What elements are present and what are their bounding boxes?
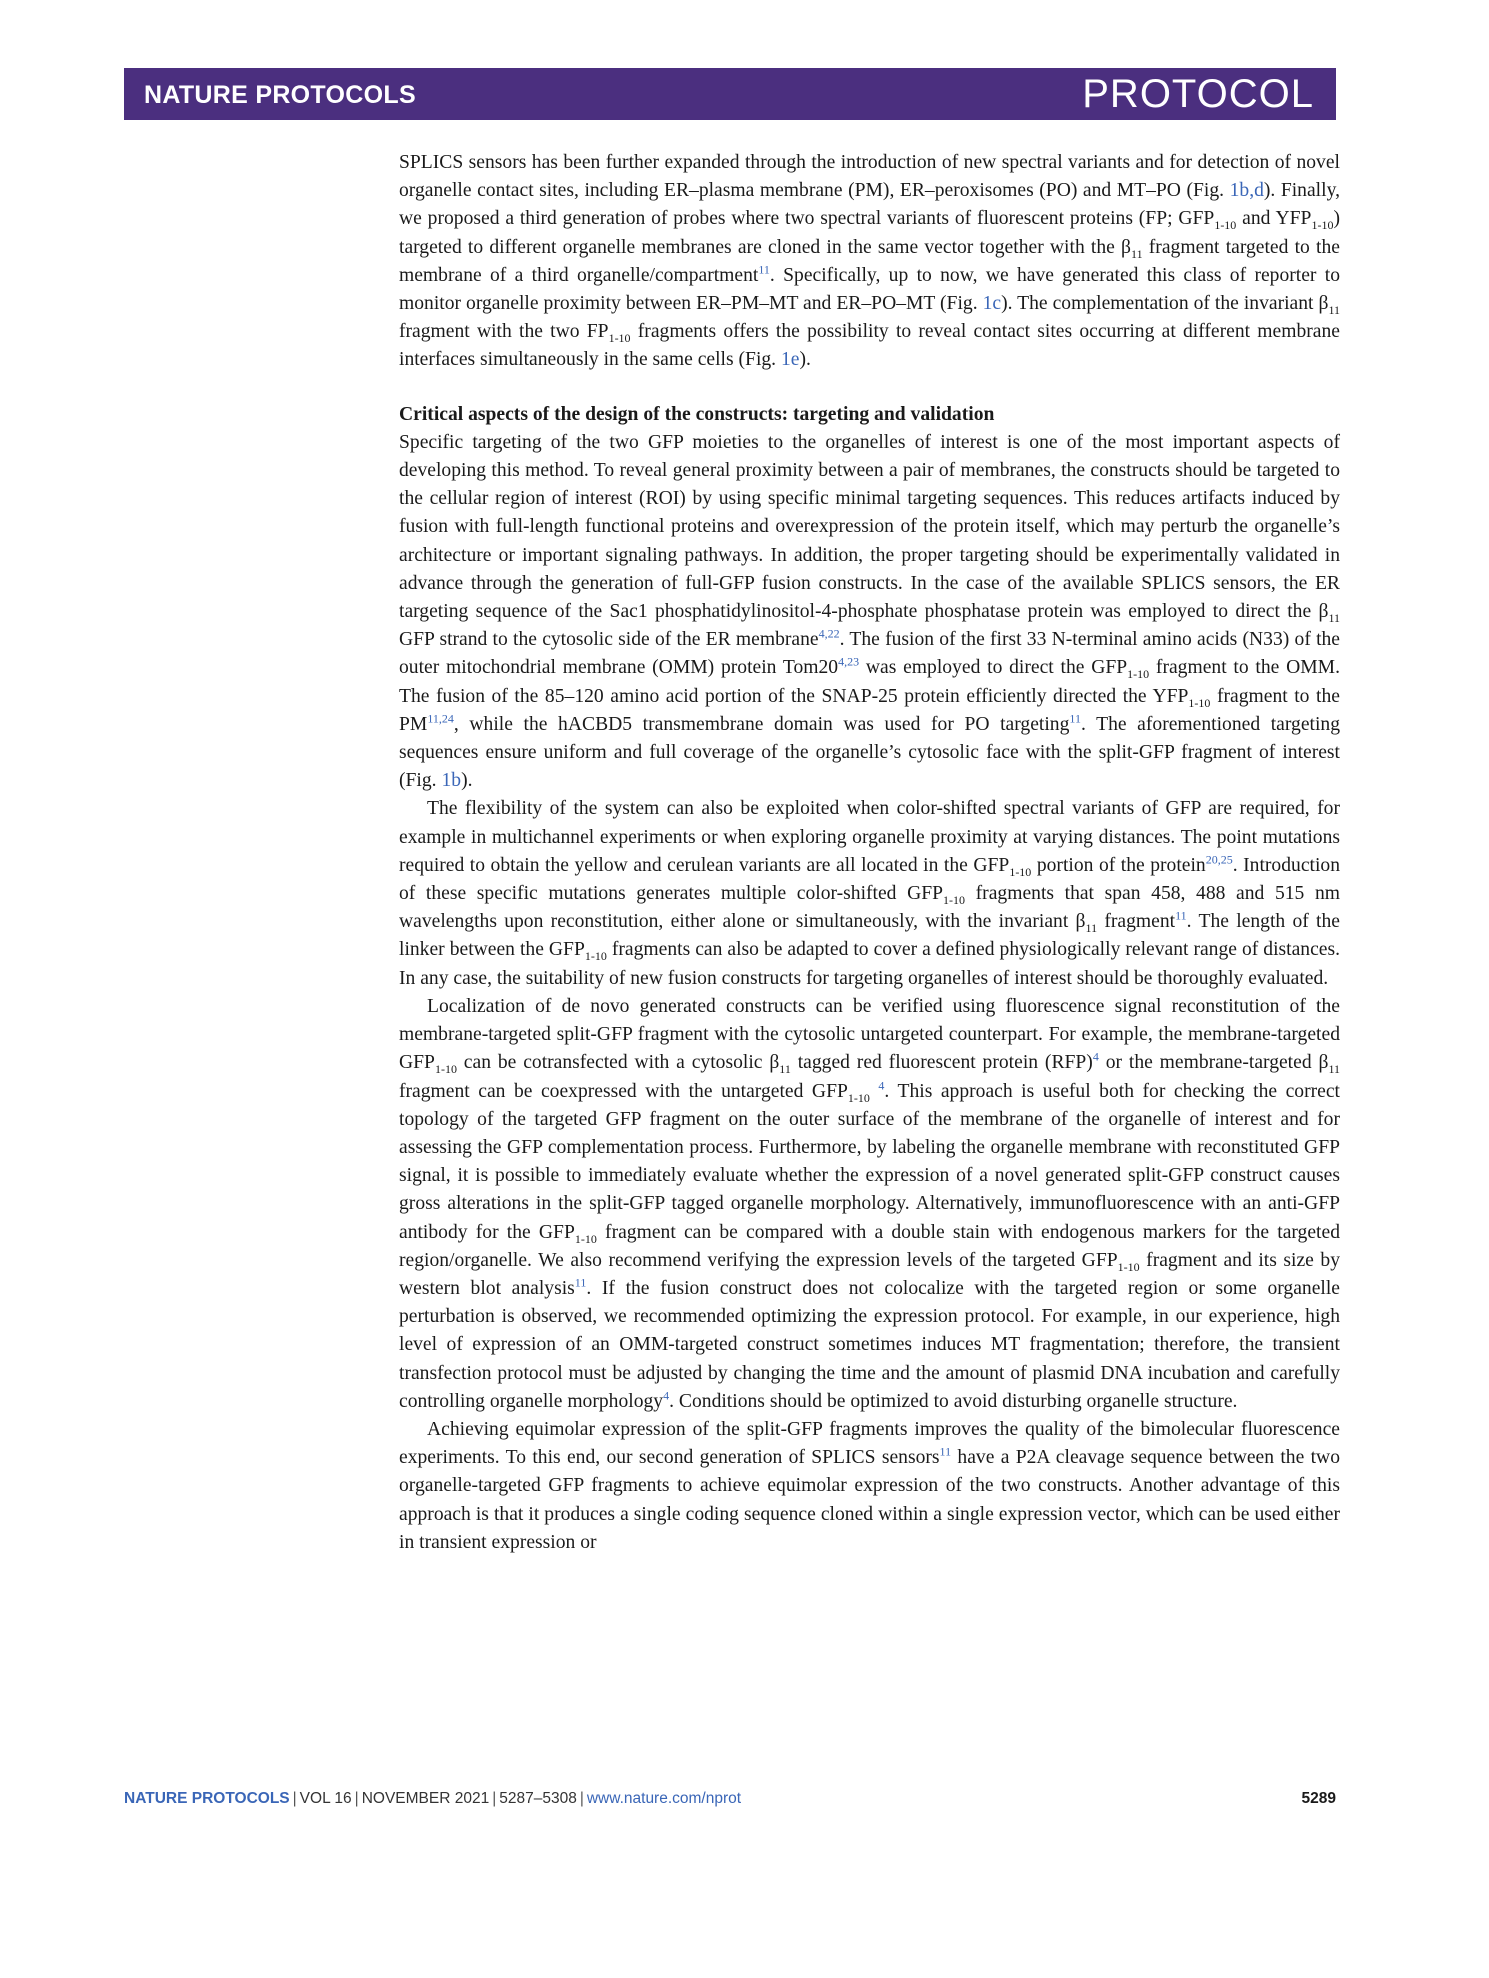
citation-link[interactable]: 4,23 — [838, 654, 860, 669]
journal-header-bar — [124, 68, 1336, 120]
footer-separator: | — [579, 1790, 584, 1807]
footer-volume: VOL 16 — [299, 1790, 352, 1807]
citation-link[interactable]: 11 — [1175, 908, 1187, 923]
journal-name: NATURE PROTOCOLS — [144, 81, 416, 109]
footer-url-link[interactable]: www.nature.com/nprot — [586, 1790, 742, 1807]
footer-separator: | — [492, 1790, 497, 1807]
article-body — [399, 149, 1340, 1557]
footer-date: NOVEMBER 2021 — [361, 1790, 490, 1807]
citation-link[interactable]: 20,25 — [1205, 852, 1233, 867]
footer-separator: | — [292, 1790, 297, 1807]
page-number: 5289 — [1301, 1790, 1336, 1807]
citation-link[interactable]: 11 — [758, 262, 770, 277]
citation-link[interactable]: 11,24 — [427, 711, 454, 726]
section-heading: Critical aspects of the design of the constructs: targeting and validation — [399, 403, 995, 425]
figure-ref-link[interactable]: 1c — [982, 293, 1002, 315]
footer-separator: | — [354, 1790, 359, 1807]
citation-link[interactable]: 4 — [878, 1077, 885, 1092]
paragraph-targeting: Specific targeting of the two GFP moieties to the organelles of interest is one of the most important aspects of developing this method. To reveal general proximity between a pair of membranes, the constructs should be targeted to the cellular region of interest (ROI) by using specific minimal targeting sequences. This reduces artifacts induced by fusion with full-length functional proteins and overexpression of the protein itself, which may perturb the organelle’s architecture or important signaling pathways. In addition, the proper targeting should be experimentally validated in advance through the generation of full-GFP fusion constructs. In the case of the available SPLICS sensors, the ER targeting sequence of the Sac1 phosphatidylinositol-4-phosphate phosphatase protein was employed to direct the $\beta_{11}$ GFP strand to the cytosolic side of the ER membrane$^{4,22}$. The fusion of the first 33 N-terminal amino acids (N33) of the outer mitochondrial membrane (OMM) protein Tom20$^{4,23}$ was employed to direct the $GFP_{1-10}$ fragment to the OMM. The fusion of the 85–120 amino acid portion of the SNAP-25 protein efficiently directed the $YFP_{1-10}$ fragment to the PM$^{11,24}$, while the hACBD5 transmembrane domain was used for PO targeting$^{11}$. The aforementioned targeting sequences ensure uniform and full coverage of the organelle’s cytosolic face with the split-GFP fragment of interest (Fig. 1b). — [399, 431, 1341, 792]
figure-ref-link[interactable]: 1b,d — [1229, 180, 1264, 202]
citation-link[interactable]: 4,22 — [818, 626, 840, 641]
figure-ref-link[interactable]: 1b — [441, 770, 462, 792]
paragraph-localization: Localization of de novo generated constructs can be verified using fluorescence signal reconstitution of the membrane-targeted split-GFP fragment with the cytosolic untargeted counterpart. For example, the membrane-targeted $GFP_{1-10}$ can be cotransfected with a cytosolic $\beta_{11}$ tagged red fluorescent protein (RFP)$^4$ or the membrane-targeted $\beta_{11}$ fragment can be coexpressed with the untargeted $GFP_{1-10}$ $^4$. This approach is useful both for checking the correct topology of the targeted GFP fragment on the outer surface of the membrane of the organelle of interest and for assessing the GFP complementation process. Furthermore, by labeling the organelle membrane with reconstituted GFP signal, it is possible to immediately evaluate whether the expression of a novel generated split-GFP construct causes gross alterations in the split-GFP tagged organelle morphology. Alternatively, immunofluorescence with an anti-GFP antibody for the $GFP_{1-10}$ fragment can be compared with a double stain with endogenous markers for the targeted region/organelle. We also recommend verifying the expression levels of the targeted $GFP_{1-10}$ fragment and its size by western blot analysis$^{11}$. If the fusion construct does not colocalize with the targeted region or some organelle perturbation is observed, we recommended optimizing the expression protocol. For example, in our experience, high level of expression of an OMM-targeted construct sometimes induces MT fragmentation; therefore, the transient transfection protocol must be adjusted by changing the time and the amount of plasmid DNA incubation and carefully controlling organelle morphology$^4$. Conditions should be optimized to avoid disturbing organelle structure. — [399, 995, 1341, 1412]
footer-pages: 5287–5308 — [499, 1790, 577, 1807]
paragraph-intro-continued: SPLICS sensors has been further expanded through the introduction of new spectral variants and for detection of novel organelle contact sites, including ER–plasma membrane (PM), ER–peroxisomes (PO) and MT–PO (Fig. 1b,d). Finally, we proposed a third generation of probes where two spectral variants of fluorescent proteins (FP; $GFP_{1-10}$ and $YFP_{1-10}$) targeted to different organelle membranes are cloned in the same vector together with the $\beta_{11}$ fragment targeted to the membrane of a third organelle/compartment$^{11}$. Specifically, up to now, we have generated this class of reporter to monitor organelle proximity between ER–PM–MT and ER–PO–MT (Fig. 1c). The complementation of the invariant $\beta_{11}$ fragment with the two $FP_{1-10}$ fragments offers the possibility to reveal contact sites occurring at different membrane interfaces simultaneously in the same cells (Fig. 1e). — [399, 152, 1341, 371]
figure-ref-link[interactable]: 1e — [780, 349, 800, 371]
citation-link[interactable]: 11 — [574, 1275, 587, 1290]
paragraph-flexibility: The flexibility of the system can also be exploited when color-shifted spectral variants of GFP are required, for example in multichannel experiments or when exploring organelle proximity at varying distances. The point mutations required to obtain the yellow and cerulean variants are all located in the $GFP_{1-10}$ portion of the protein$^{20,25}$. Introduction of these specific mutations generates multiple color-shifted $GFP_{1-10}$ fragments that span 458, 488 and 515 nm wavelengths upon reconstitution, either alone or simultaneously, with the invariant $\beta_{11}$ fragment$^{11}$. The length of the linker between the $GFP_{1-10}$ fragments can also be adapted to cover a defined physiologically relevant range of distances. In any case, the suitability of new fusion constructs for targeting organelles of interest should be thoroughly evaluated. — [399, 798, 1341, 989]
page-footer — [124, 1790, 1336, 1808]
article-type-label: PROTOCOL — [1082, 72, 1314, 116]
paragraph-equimolar: Achieving equimolar expression of the split-GFP fragments improves the quality of the bimolecular fluorescence experiments. To this end, our second generation of SPLICS sensors$^{11}$ have a P2A cleavage sequence between the two organelle-targeted GFP fragments to achieve equimolar expression of the two constructs. Another advantage of this approach is that it produces a single coding sequence cloned within a single expression vector, which can be used either in transient expression or — [399, 1418, 1340, 1553]
citation-link[interactable]: 11 — [1069, 711, 1081, 726]
citation-link[interactable]: 11 — [939, 1444, 952, 1459]
citation-link[interactable]: 4 — [1092, 1049, 1099, 1064]
citation-link[interactable]: 4 — [663, 1388, 670, 1403]
footer-journal-name: NATURE PROTOCOLS — [124, 1790, 290, 1807]
